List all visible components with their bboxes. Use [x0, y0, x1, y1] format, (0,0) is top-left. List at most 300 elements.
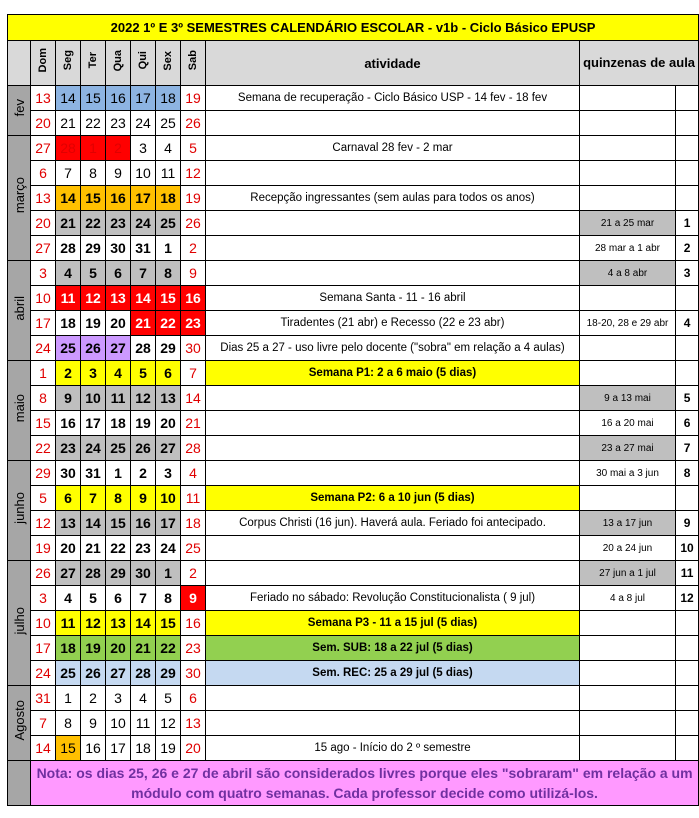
day-cell: 23 [106, 111, 131, 136]
month-label-cell [8, 361, 31, 461]
footer-note: Nota: os dias 25, 26 e 27 de abril são considerados livres porque eles "sobraram" em relação a um módulo com quatro semanas. Cada professor decide como utilizá-los. [31, 761, 699, 806]
activity-cell: Semana P3 - 11 a 15 jul (5 dias) [206, 611, 580, 636]
week-row [8, 361, 699, 386]
day-cell: 2 [56, 361, 81, 386]
day-cell: 20 [31, 211, 56, 236]
day-cell: 20 [31, 111, 56, 136]
day-cell: 19 [181, 86, 206, 111]
week-row [8, 486, 699, 511]
day-header-seg: Seg [62, 50, 74, 71]
quinzena-range-cell [580, 161, 676, 186]
day-cell: 17 [81, 411, 106, 436]
day-cell: 7 [31, 711, 56, 736]
activity-cell [206, 261, 580, 286]
day-cell: 15 [31, 411, 56, 436]
activity-cell [206, 161, 580, 186]
day-cell: 9 [181, 586, 206, 611]
header-corner [8, 41, 31, 86]
activity-cell: 15 ago - Início do 2 º semestre [206, 736, 580, 761]
day-cell: 15 [106, 511, 131, 536]
activity-cell [206, 436, 580, 461]
day-cell: 4 [131, 686, 156, 711]
day-cell: 21 [131, 311, 156, 336]
day-cell: 7 [131, 261, 156, 286]
activity-cell [206, 236, 580, 261]
activity-cell: Semana P1: 2 a 6 maio (5 dias) [206, 361, 580, 386]
day-cell: 26 [81, 661, 106, 686]
day-cell: 5 [156, 686, 181, 711]
quinzena-number-cell [676, 686, 699, 711]
day-cell: 28 [56, 136, 81, 161]
week-row [8, 711, 699, 736]
quinzena-range-cell: 18-20, 28 e 29 abr [580, 311, 676, 336]
day-cell: 21 [131, 636, 156, 661]
day-cell: 26 [131, 436, 156, 461]
header-row [8, 41, 699, 86]
day-cell: 4 [156, 136, 181, 161]
day-cell: 6 [156, 361, 181, 386]
quinzena-range-cell: 4 a 8 abr [580, 261, 676, 286]
day-cell: 20 [106, 311, 131, 336]
calendar-table [7, 14, 699, 806]
day-cell: 8 [81, 161, 106, 186]
day-cell: 17 [131, 186, 156, 211]
day-cell: 18 [156, 86, 181, 111]
activity-cell: Feriado no sábado: Revolução Constitucionalista ( 9 jul) [206, 586, 580, 611]
day-cell: 22 [106, 536, 131, 561]
month-label-cell [8, 136, 31, 261]
quinzena-number-cell [676, 186, 699, 211]
activity-cell: Semana P2: 6 a 10 jun (5 dias) [206, 486, 580, 511]
day-cell: 16 [106, 86, 131, 111]
weeks-body [8, 86, 699, 761]
day-cell: 16 [81, 736, 106, 761]
quinzena-range-cell [580, 661, 676, 686]
day-cell: 18 [56, 311, 81, 336]
quinzena-number-cell: 3 [676, 261, 699, 286]
quinzena-number-cell: 10 [676, 536, 699, 561]
day-cell: 11 [56, 611, 81, 636]
quinzena-range-cell [580, 86, 676, 111]
day-cell: 18 [156, 186, 181, 211]
day-cell: 6 [31, 161, 56, 186]
day-cell: 30 [181, 336, 206, 361]
day-cell: 8 [156, 261, 181, 286]
quinzena-number-cell [676, 161, 699, 186]
week-row [8, 111, 699, 136]
week-row [8, 661, 699, 686]
day-cell: 14 [181, 386, 206, 411]
day-cell: 17 [156, 511, 181, 536]
day-cell: 10 [131, 161, 156, 186]
activity-cell: Sem. SUB: 18 a 22 jul (5 dias) [206, 636, 580, 661]
day-cell: 18 [56, 636, 81, 661]
day-cell: 12 [181, 161, 206, 186]
day-cell: 3 [31, 261, 56, 286]
day-cell: 23 [131, 536, 156, 561]
day-cell: 8 [156, 586, 181, 611]
day-cell: 19 [81, 311, 106, 336]
day-header-qua: Qua [112, 49, 124, 72]
day-cell: 22 [81, 111, 106, 136]
activity-cell [206, 711, 580, 736]
day-cell: 10 [156, 486, 181, 511]
week-row [8, 436, 699, 461]
day-cell: 6 [106, 586, 131, 611]
day-cell: 16 [181, 286, 206, 311]
day-cell: 12 [81, 286, 106, 311]
week-row [8, 386, 699, 411]
day-cell: 24 [131, 211, 156, 236]
day-cell: 1 [31, 361, 56, 386]
day-cell: 5 [181, 136, 206, 161]
day-cell: 5 [81, 586, 106, 611]
week-row [8, 461, 699, 486]
day-cell: 24 [156, 536, 181, 561]
note-spacer [8, 761, 31, 806]
day-cell: 13 [106, 611, 131, 636]
quinzena-range-cell [580, 136, 676, 161]
quinzena-range-cell: 13 a 17 jun [580, 511, 676, 536]
day-cell: 8 [31, 386, 56, 411]
day-cell: 23 [56, 436, 81, 461]
day-cell: 27 [31, 136, 56, 161]
quinzena-number-cell: 2 [676, 236, 699, 261]
month-label-cell [8, 561, 31, 686]
day-cell: 20 [181, 736, 206, 761]
day-cell: 13 [56, 511, 81, 536]
day-cell: 7 [81, 486, 106, 511]
day-cell: 16 [56, 411, 81, 436]
quinzena-range-cell [580, 286, 676, 311]
month-label: abril [11, 295, 27, 321]
day-cell: 1 [81, 136, 106, 161]
day-cell: 8 [56, 711, 81, 736]
quinzena-range-cell [580, 686, 676, 711]
activity-cell [206, 211, 580, 236]
day-cell: 12 [81, 611, 106, 636]
day-header-sex: Sex [162, 50, 174, 71]
quinzena-number-cell: 5 [676, 386, 699, 411]
day-cell: 15 [56, 736, 81, 761]
week-row [8, 161, 699, 186]
week-row [8, 636, 699, 661]
day-cell: 15 [156, 286, 181, 311]
day-header-ter: Ter [87, 52, 99, 69]
day-cell: 4 [106, 361, 131, 386]
day-cell: 17 [31, 311, 56, 336]
quinzena-number-cell: 4 [676, 311, 699, 336]
quinzena-number-cell [676, 86, 699, 111]
quinzenas-header: quinzenas de aula [580, 41, 699, 86]
quinzena-number-cell: 7 [676, 436, 699, 461]
day-cell: 15 [81, 186, 106, 211]
day-cell: 5 [31, 486, 56, 511]
day-cell: 3 [81, 361, 106, 386]
activity-cell [206, 536, 580, 561]
day-cell: 13 [156, 386, 181, 411]
day-cell: 9 [56, 386, 81, 411]
quinzena-number-cell: 11 [676, 561, 699, 586]
quinzena-number-cell [676, 736, 699, 761]
week-row [8, 536, 699, 561]
day-cell: 12 [131, 386, 156, 411]
day-cell: 1 [156, 561, 181, 586]
quinzena-range-cell [580, 361, 676, 386]
day-cell: 2 [131, 461, 156, 486]
quinzena-number-cell [676, 636, 699, 661]
month-label: Agosto [11, 700, 27, 741]
day-cell: 20 [156, 411, 181, 436]
week-row [8, 586, 699, 611]
week-row [8, 736, 699, 761]
quinzena-number-cell [676, 361, 699, 386]
activity-cell [206, 111, 580, 136]
day-cell: 25 [56, 661, 81, 686]
activity-cell: Recepção ingressantes (sem aulas para todos os anos) [206, 186, 580, 211]
day-cell: 27 [56, 561, 81, 586]
day-cell: 4 [56, 586, 81, 611]
day-cell: 21 [181, 411, 206, 436]
day-cell: 13 [106, 286, 131, 311]
day-cell: 11 [131, 711, 156, 736]
day-cell: 7 [181, 361, 206, 386]
activity-cell: Semana Santa - 11 - 16 abril [206, 286, 580, 311]
day-cell: 25 [156, 111, 181, 136]
day-cell: 24 [81, 436, 106, 461]
activity-cell [206, 686, 580, 711]
day-cell: 25 [181, 536, 206, 561]
day-cell: 19 [81, 636, 106, 661]
day-cell: 10 [106, 711, 131, 736]
day-cell: 6 [181, 686, 206, 711]
day-cell: 14 [131, 286, 156, 311]
day-cell: 3 [156, 461, 181, 486]
activity-cell [206, 386, 580, 411]
day-cell: 10 [31, 611, 56, 636]
quinzena-range-cell: 20 a 24 jun [580, 536, 676, 561]
day-cell: 8 [106, 486, 131, 511]
quinzena-range-cell: 30 mai a 3 jun [580, 461, 676, 486]
activity-cell [206, 461, 580, 486]
day-cell: 2 [81, 686, 106, 711]
day-cell: 21 [81, 536, 106, 561]
week-row [8, 336, 699, 361]
week-row [8, 86, 699, 111]
day-cell: 13 [181, 711, 206, 736]
day-cell: 28 [131, 336, 156, 361]
week-row [8, 136, 699, 161]
day-cell: 17 [31, 636, 56, 661]
day-cell: 23 [106, 211, 131, 236]
quinzena-number-cell [676, 336, 699, 361]
day-cell: 20 [56, 536, 81, 561]
day-cell: 26 [181, 211, 206, 236]
day-cell: 9 [106, 161, 131, 186]
month-label-cell [8, 86, 31, 136]
day-cell: 7 [131, 586, 156, 611]
day-cell: 30 [56, 461, 81, 486]
quinzena-range-cell [580, 711, 676, 736]
month-label-cell [8, 261, 31, 361]
quinzena-range-cell: 9 a 13 mai [580, 386, 676, 411]
day-cell: 25 [156, 211, 181, 236]
day-cell: 2 [181, 236, 206, 261]
activity-cell [206, 411, 580, 436]
day-cell: 14 [56, 186, 81, 211]
day-cell: 30 [131, 561, 156, 586]
day-cell: 5 [81, 261, 106, 286]
week-row [8, 311, 699, 336]
day-cell: 6 [106, 261, 131, 286]
week-row [8, 211, 699, 236]
day-cell: 11 [106, 386, 131, 411]
quinzena-range-cell [580, 611, 676, 636]
month-label: junho [11, 492, 27, 524]
day-cell: 23 [181, 311, 206, 336]
quinzena-range-cell [580, 186, 676, 211]
day-cell: 22 [156, 311, 181, 336]
quinzena-number-cell [676, 661, 699, 686]
day-cell: 9 [81, 711, 106, 736]
quinzena-range-cell: 27 jun a 1 jul [580, 561, 676, 586]
day-header-sab: Sab [187, 50, 199, 71]
calendar-title: 2022 1º E 3º SEMESTRES CALENDÁRIO ESCOLAR - v1b - Ciclo Básico EPUSP [8, 15, 699, 41]
month-label: março [11, 177, 27, 214]
quinzena-range-cell [580, 736, 676, 761]
day-cell: 21 [56, 111, 81, 136]
day-cell: 15 [156, 611, 181, 636]
activity-cell: Semana de recuperação - Ciclo Básico USP - 14 fev - 18 fev [206, 86, 580, 111]
day-cell: 22 [81, 211, 106, 236]
day-header-dom: Dom [37, 48, 49, 73]
day-cell: 31 [31, 686, 56, 711]
day-cell: 27 [106, 661, 131, 686]
day-cell: 11 [156, 161, 181, 186]
day-cell: 19 [31, 536, 56, 561]
quinzena-range-cell [580, 486, 676, 511]
quinzena-number-cell [676, 111, 699, 136]
week-row [8, 411, 699, 436]
day-cell: 13 [31, 186, 56, 211]
day-cell: 29 [156, 336, 181, 361]
activity-cell: Carnaval 28 fev - 2 mar [206, 136, 580, 161]
day-cell: 4 [56, 261, 81, 286]
day-cell: 11 [181, 486, 206, 511]
day-cell: 11 [56, 286, 81, 311]
day-cell: 22 [31, 436, 56, 461]
day-cell: 3 [106, 686, 131, 711]
day-cell: 1 [56, 686, 81, 711]
day-cell: 30 [181, 661, 206, 686]
day-cell: 6 [56, 486, 81, 511]
day-cell: 26 [81, 336, 106, 361]
week-row [8, 186, 699, 211]
quinzena-number-cell: 8 [676, 461, 699, 486]
day-cell: 31 [131, 236, 156, 261]
day-cell: 2 [181, 561, 206, 586]
day-cell: 24 [31, 336, 56, 361]
day-cell: 10 [81, 386, 106, 411]
day-cell: 22 [156, 636, 181, 661]
day-header-qui: Qui [137, 51, 149, 70]
day-cell: 18 [131, 736, 156, 761]
activity-cell: Tiradentes (21 abr) e Recesso (22 e 23 abr) [206, 311, 580, 336]
day-cell: 28 [56, 236, 81, 261]
quinzena-number-cell [676, 136, 699, 161]
month-label-cell [8, 686, 31, 761]
day-cell: 16 [106, 186, 131, 211]
day-cell: 16 [131, 511, 156, 536]
day-cell: 2 [106, 136, 131, 161]
week-row [8, 611, 699, 636]
day-cell: 7 [56, 161, 81, 186]
quinzena-number-cell [676, 486, 699, 511]
quinzena-number-cell [676, 711, 699, 736]
day-cell: 20 [106, 636, 131, 661]
quinzena-number-cell: 1 [676, 211, 699, 236]
quinzena-range-cell [580, 336, 676, 361]
day-cell: 18 [181, 511, 206, 536]
day-cell: 27 [106, 336, 131, 361]
quinzena-range-cell: 4 a 8 jul [580, 586, 676, 611]
day-cell: 30 [106, 236, 131, 261]
quinzena-range-cell [580, 111, 676, 136]
day-cell: 26 [181, 111, 206, 136]
day-cell: 23 [181, 636, 206, 661]
activity-cell [206, 561, 580, 586]
quinzena-range-cell: 21 a 25 mar [580, 211, 676, 236]
activity-cell: Dias 25 a 27 - uso livre pelo docente ("sobra" em relação a 4 aulas) [206, 336, 580, 361]
day-cell: 14 [81, 511, 106, 536]
day-cell: 14 [56, 86, 81, 111]
quinzena-number-cell [676, 611, 699, 636]
quinzena-range-cell: 23 a 27 mai [580, 436, 676, 461]
week-row [8, 686, 699, 711]
activity-cell: Sem. REC: 25 a 29 jul (5 dias) [206, 661, 580, 686]
day-cell: 29 [81, 236, 106, 261]
day-cell: 4 [181, 461, 206, 486]
day-cell: 26 [31, 561, 56, 586]
day-cell: 1 [106, 461, 131, 486]
day-cell: 25 [56, 336, 81, 361]
quinzena-range-cell: 16 a 20 mai [580, 411, 676, 436]
day-cell: 13 [31, 86, 56, 111]
quinzena-number-cell [676, 286, 699, 311]
day-cell: 18 [106, 411, 131, 436]
day-cell: 17 [106, 736, 131, 761]
day-cell: 25 [106, 436, 131, 461]
day-cell: 24 [131, 111, 156, 136]
week-row [8, 511, 699, 536]
month-label-cell [8, 461, 31, 561]
day-cell: 3 [31, 586, 56, 611]
day-cell: 28 [131, 661, 156, 686]
day-cell: 19 [181, 186, 206, 211]
week-row [8, 561, 699, 586]
day-cell: 29 [106, 561, 131, 586]
day-cell: 29 [156, 661, 181, 686]
day-cell: 10 [31, 286, 56, 311]
day-cell: 1 [156, 236, 181, 261]
day-cell: 3 [131, 136, 156, 161]
week-row [8, 261, 699, 286]
activity-cell: Corpus Christi (16 jun). Haverá aula. Feriado foi antecipado. [206, 511, 580, 536]
week-row [8, 236, 699, 261]
day-cell: 29 [31, 461, 56, 486]
day-cell: 28 [81, 561, 106, 586]
day-cell: 19 [131, 411, 156, 436]
